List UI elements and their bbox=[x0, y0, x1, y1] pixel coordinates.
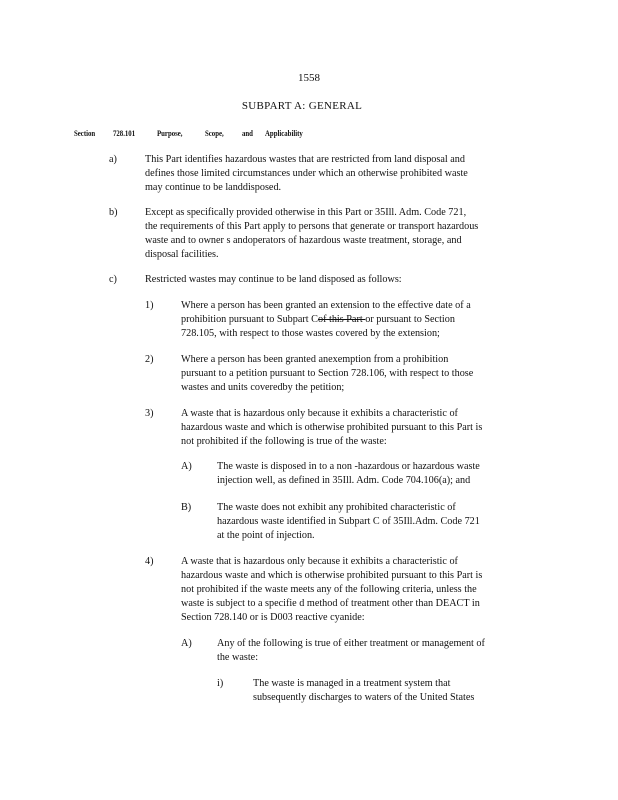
item-4-label: 4) bbox=[145, 556, 154, 567]
subsection-b-label: b) bbox=[109, 207, 118, 218]
text-line: hazardous waste identified in Subpart C of 35Ill.Adm. Code 721 bbox=[217, 515, 480, 527]
text-line: the requirements of this Part apply to persons that generate or transport hazardous bbox=[145, 220, 479, 232]
text-line: A waste that is hazardous only because it exhibits a characteristic of bbox=[181, 556, 458, 567]
text-line: Where a person has been granted anexemption from a prohibition bbox=[181, 354, 449, 365]
item-4a-i-label: i) bbox=[217, 678, 224, 689]
subpart-heading: SUBPART A: GENERAL bbox=[241, 100, 363, 112]
text-line: disposal facilities. bbox=[145, 248, 219, 260]
item-3a-text bbox=[217, 460, 480, 488]
text-line: may continue to be landdisposed. bbox=[145, 181, 282, 193]
text-line: pursuant to a petition pursuant to Section 728.106, with respect to those bbox=[181, 367, 474, 379]
text-line: The waste does not exhibit any prohibited characteristic of bbox=[217, 502, 456, 513]
text-line: Section 728.140 or is D003 reactive cyanide: bbox=[181, 611, 365, 623]
item-2-text bbox=[181, 353, 473, 395]
subsection-c-label: c) bbox=[109, 274, 117, 285]
item-3-label: 3) bbox=[145, 408, 154, 419]
page-number: 1558 bbox=[298, 72, 320, 84]
text-line: subsequently discharges to waters of the United States bbox=[253, 691, 475, 703]
text-line: hazardous waste and which is otherwise prohibited pursuant to this Part is bbox=[181, 421, 483, 433]
text-line: Where a person has been granted an extension to the effective date of a bbox=[181, 300, 471, 311]
item-3b-label: B) bbox=[181, 502, 192, 513]
item-2-label: 2) bbox=[145, 354, 154, 365]
item-3b-text bbox=[217, 501, 480, 543]
text-line: the waste: bbox=[217, 651, 259, 663]
text-line: A waste that is hazardous only because it exhibits a characteristic of bbox=[181, 408, 458, 419]
section-title-word: Purpose, bbox=[157, 129, 183, 138]
item-4a-i-text bbox=[253, 677, 474, 705]
item-3-text bbox=[181, 407, 482, 449]
subsection-a-label: a) bbox=[109, 154, 117, 165]
text-line: Except as specifically provided otherwise in this Part or 35Ill. Adm. Code 721, bbox=[145, 207, 467, 218]
item-1-label: 1) bbox=[145, 300, 154, 311]
struck-text: of this Part bbox=[317, 313, 366, 325]
subsection-b-text bbox=[145, 206, 478, 262]
text-line: The waste is disposed in to a non -hazardous or hazardous waste bbox=[217, 461, 480, 472]
item-3a-label: A) bbox=[181, 461, 192, 472]
section-title-word: Applicability bbox=[265, 129, 303, 138]
text-segment: or pursuant to Section bbox=[365, 313, 455, 325]
text-line: waste is subject to a specifie d method of treatment other than DEACT in bbox=[181, 597, 480, 609]
text-line: This Part identifies hazardous wastes that are restricted from land disposal and bbox=[145, 154, 465, 165]
subsection-c-intro: Restricted wastes may continue to be land disposed as follows: bbox=[145, 274, 402, 285]
item-4-text bbox=[181, 555, 482, 625]
text-line-amended bbox=[181, 313, 471, 327]
text-line: 728.105, with respect to those wastes covered by the extension; bbox=[181, 327, 440, 339]
text-line: Any of the following is true of either treatment or management of bbox=[217, 638, 485, 649]
text-line: hazardous waste and which is otherwise prohibited pursuant to this Part is bbox=[181, 569, 483, 581]
text-line: at the point of injection. bbox=[217, 529, 315, 541]
section-label: Section bbox=[74, 129, 96, 138]
text-line: not prohibited if the following is true of the waste: bbox=[181, 435, 387, 447]
subsection-a-text bbox=[145, 153, 468, 195]
text-segment: prohibition pursuant to Subpart C bbox=[181, 313, 318, 325]
section-title-word: Scope, bbox=[205, 129, 224, 138]
text-line: The waste is managed in a treatment system that bbox=[253, 678, 451, 689]
text-line: not prohibited if the waste meets any of the following criteria, unless the bbox=[181, 583, 477, 595]
section-title-word: and bbox=[242, 129, 253, 138]
text-line: defines those limited circumstances under which an otherwise prohibited waste bbox=[145, 167, 468, 179]
text-line: waste and to owner s andoperators of hazardous waste treatment, storage, and bbox=[145, 234, 462, 246]
text-line: injection well, as defined in 35Ill. Adm. Code 704.106(a); and bbox=[217, 474, 471, 486]
item-1-text bbox=[181, 299, 471, 341]
section-number: 728.101 bbox=[113, 129, 136, 138]
item-4a-text bbox=[217, 637, 485, 665]
item-4a-label: A) bbox=[181, 638, 192, 649]
text-line: wastes and units coveredby the petition; bbox=[181, 381, 345, 393]
